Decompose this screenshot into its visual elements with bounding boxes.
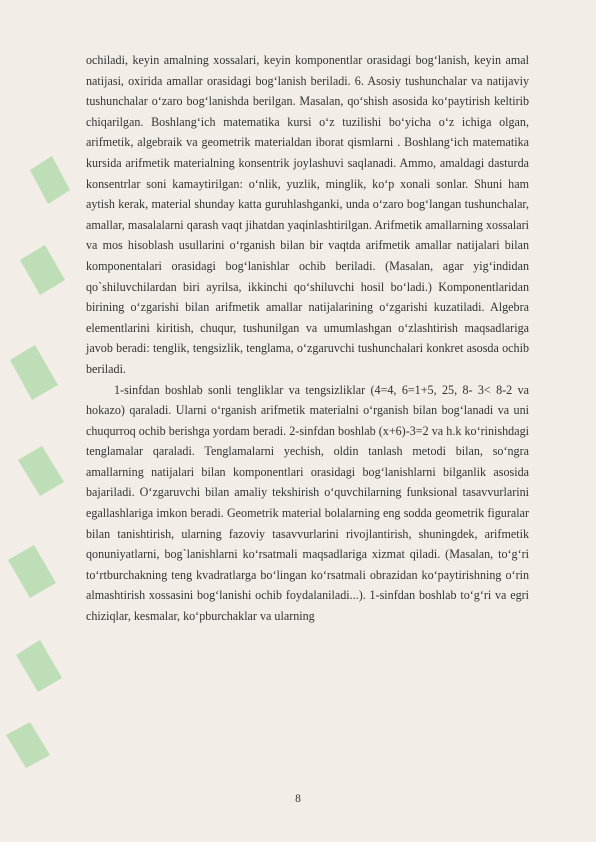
paragraph: ochiladi, keyin amalning xossalari, keyin komponentlar orasidagi bog‘lanish, keyin amal natijasi, oxirida amallar orasidagi bog‘lanish beriladi. 6. Asosiy tushunchalar va natijaviy tushunchalar o‘zaro bog‘lanishda berilgan. Masalan, qo‘shish asosida ko‘paytirish keltirib chiqarilgan. Boshlang‘ich matematika kursi o‘z tuzilishi bo‘yicha o‘z ichiga olgan, arifmetik, algebraik va geometrik materialdan iborat qismlarni . Boshlang‘ich matematika kursida arifmetik materialning konsentrik joylashuvi saqlanadi. Ammo, amaldagi dasturda konsentrlar soni kamaytirilgan: o‘nlik, yuzlik, minglik, ko‘p xonali sonlar. Shuni ham aytish kerak, material shunday katta guruhlashganki, unda o‘zaro bog‘langan tushunchalar, amallar, masalalarni qarash vaqt jihatdan yaqinlashtirilgan. Arifmetik amallarning xossalari va mos hisoblash usullarini o‘rganish bilan bir vaqtda arifmetik amallar natijalari bilan komponentalari orasidagi bog‘lanishlar ochib beriladi. (Masalan, agar yig‘indidan qo`shiluvchilardan biri ayrilsa, ikkinchi qo‘shiluvchi hosil bo‘ladi.) Komponentlaridan birining o‘zgarishi bilan arifmetik amallar natijalarining o‘zgarishi kuzatiladi. Algebra elementlarini kiritish, chuqur, tushunilgan va umumlashgan o‘zlashtirish maqsadlariga javob beradi: tenglik, tengsizlik, tenglama, o‘zgaruvchi tushunchalari konkret asosda ochib beriladi. bbox=[86, 53, 529, 376]
body-text bbox=[86, 50, 529, 627]
page-number: 8 bbox=[295, 793, 301, 805]
paragraph: 1-sinfdan boshlab sonli tengliklar va tengsizliklar (4=4, 6=1+5, 25, 8- 3< 8-2 va hokazo) qaraladi. Ularni o‘rganish arifmetik materialni o‘rganish bilan bog‘lanadi va uni chuqurroq ochib berishga yordam beradi. 2-sinfdan boshlab (x+6)-3=2 va h.k ko‘rinishdagi tenglamalar qaraladi. Tenglamalarni yechish, oldin tanlash metodi bilan, so‘ngra amallarning natijalari bilan komponentlari orasidagi bog‘lanishlarni bilganlik asosida bajariladi. O‘zgaruvchi bilan amaliy tekshirish o‘quvchilarning funksional tasavvurlarini egallashlariga imkon beradi. Geometrik material bolalarning eng sodda geometrik figuralar bilan tanishtirish, ularning fazoviy tasavvurlarini rivojlantirish, shuningdek, arifmetik qonuniyatlarni, bog`lanishlarni ko‘rsatmali maqsadlariga xizmat qiladi. (Masalan, to‘g‘ri to‘rtburchakning teng kvadratlarga bo‘lingan ko‘rsatmali obrazidan ko‘paytirishning o‘rin almashtirish xossasini bog‘lanishi ochib foydalaniladi...). 1-sinfdan boshlab to‘g‘ri va egri chiziqlar, kesmalar, ko‘pburchaklar va ularning bbox=[86, 382, 529, 624]
watermark-graphic bbox=[0, 150, 100, 770]
